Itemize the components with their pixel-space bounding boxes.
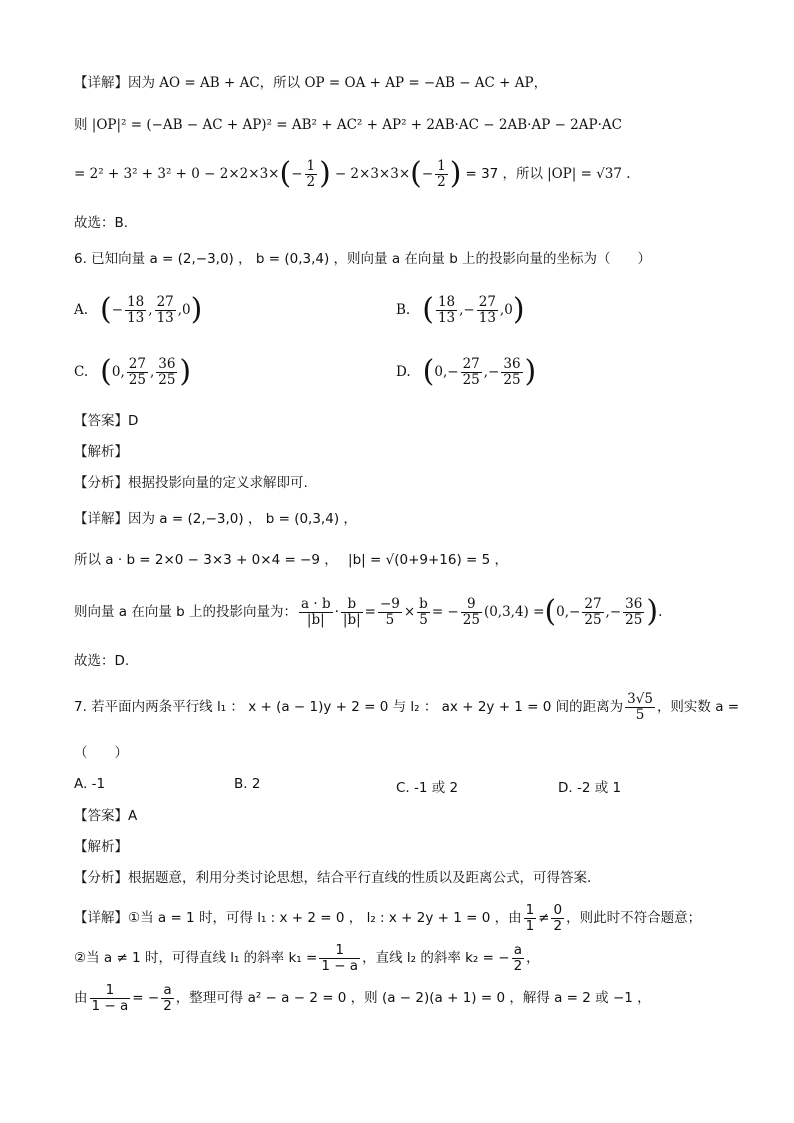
stem-text: ，则实数 a = (656, 699, 740, 715)
equation: = 37 ，所以 (465, 166, 544, 182)
denominator: 5 (419, 611, 428, 628)
text: 则 (74, 117, 88, 133)
paren-open: ( (279, 156, 292, 191)
detail-tag: 【详解】 (74, 910, 128, 926)
times: × (403, 604, 416, 620)
numerator: 18 (127, 293, 145, 310)
fraction (625, 692, 655, 723)
fraction (127, 357, 148, 388)
fraction (524, 903, 537, 934)
numerator: 27 (478, 293, 496, 310)
vector: (0,3,4) = (483, 604, 545, 620)
fraction (461, 357, 482, 388)
numerator: 27 (584, 595, 602, 612)
denominator: 1 (525, 917, 535, 934)
fraction (156, 357, 177, 388)
numerator: 9 (461, 597, 482, 613)
numerator: 0 (553, 901, 563, 918)
denominator: 5 (385, 611, 395, 628)
denominator: 13 (437, 309, 456, 326)
paren-close: ) (319, 156, 331, 191)
numerator: 1 (306, 157, 316, 174)
equation: = 2² + 3² + 3² + 0 − 2×2×3× (74, 166, 280, 182)
fraction (417, 597, 430, 628)
numerator: 36 (158, 355, 176, 372)
detail-text: |b| = √(0+9+16) = 5 ， (348, 552, 508, 568)
paren-close: ) (512, 292, 525, 327)
numerator: 36 (503, 355, 521, 372)
q6-detail-1 (74, 510, 357, 528)
paren-open: ( (422, 292, 434, 327)
q6-option-d: D. ( 0, − $\frac{27}{25}$ , − $\frac{36}{25}$ ) (396, 354, 537, 389)
paren-open: ( (100, 292, 112, 327)
q6-option-a: A. ( − $\frac{18}{13}$ , $\frac{27}{13}$ ,0 ) (74, 292, 203, 327)
option-label: A. (74, 302, 89, 318)
fraction (435, 159, 448, 190)
numerator: 27 (462, 355, 480, 372)
q7-case2-solve (74, 978, 651, 1018)
numerator: 27 (128, 355, 146, 372)
equals: = − (431, 604, 459, 620)
separator: ,− (605, 604, 622, 620)
numerator: −9 (379, 595, 400, 612)
paren-open: ( (410, 156, 422, 191)
dot: · (334, 604, 339, 620)
numerator: b (341, 597, 363, 613)
denominator: 13 (478, 309, 496, 326)
detail-text: ，直线 l₂ 的斜率 k₂ = − (362, 950, 510, 966)
detail-tag: 【详解】 (74, 511, 128, 527)
numerator: a · b (301, 595, 331, 612)
numerator: 1 (90, 983, 131, 999)
tail: ,0 (177, 302, 191, 318)
paren-close: ) (524, 354, 537, 389)
paren-open: ( (422, 354, 435, 389)
denominator: 2 (513, 957, 523, 974)
fraction (125, 295, 146, 326)
not-equal: ≠ (538, 910, 550, 926)
numerator: 3√5 (627, 690, 653, 707)
q6-option-b: B. ( $\frac{18}{13}$ , − $\frac{27}{13}$ ,0 ) (396, 292, 525, 327)
fraction (501, 357, 522, 388)
paren-open: ( (544, 594, 557, 629)
fraction (551, 903, 564, 934)
lead: 0, (111, 364, 125, 380)
sign: − (488, 364, 500, 380)
analysis-tag: 【分析】 (74, 870, 128, 886)
answer-value: A (128, 808, 138, 824)
q7-option-d: D. -2 或 1 (558, 780, 622, 796)
stem-text: 7. 若平面内两条平行线 l₁ ： x + (a − 1)y + 2 = 0 与 l₂ ： ax + 2y + 1 = 0 间的距离为 (74, 699, 624, 715)
q6-answer (74, 412, 138, 430)
numerator: a (161, 983, 174, 999)
denominator: 25 (128, 371, 146, 388)
q6-fenxi (74, 474, 308, 492)
q7-option-c: C. -1 或 2 (396, 780, 459, 796)
fraction (461, 597, 482, 628)
denominator: 1 − a (91, 997, 129, 1014)
equation: AO = AB + AC (159, 75, 260, 91)
fraction (299, 597, 333, 628)
paren-close: ) (646, 594, 659, 629)
equals: = (364, 604, 376, 620)
fraction (582, 597, 603, 628)
q7-fenxi (74, 869, 591, 887)
sign: − (463, 302, 475, 318)
sec5-detail-line3 (74, 156, 631, 192)
detail-text: ①当 a = 1 时，可得 l₁ : x + 2 = 0 ， l₂ : x + 2y + 1 = 0 ，由 (128, 910, 522, 926)
sec5-detail-line2 (74, 116, 622, 134)
q6-stem: 6. 已知向量 a = (2,−3,0) ， b = (0,3,4) ，则向量 a 在向量 b 上的投影向量的坐标为（ ） (74, 251, 652, 267)
denominator: 2 (306, 173, 316, 190)
q7-paren: （ ） (74, 745, 128, 761)
q7-case2 (74, 938, 540, 978)
tail: ,0 (499, 302, 513, 318)
q7-jiexi: 【解析】 (74, 839, 128, 855)
detail-text: 则向量 a 在向量 b 上的投影向量为： (74, 604, 298, 620)
denominator: 25 (584, 611, 602, 628)
denominator: 13 (156, 309, 174, 326)
analysis-tag: 【分析】 (74, 475, 128, 491)
fraction (341, 597, 363, 628)
denominator: 25 (462, 611, 480, 628)
lead: 0,− (556, 604, 581, 620)
numerator: b (419, 595, 428, 612)
paren-open: ( (100, 354, 112, 389)
sign: − (111, 302, 124, 318)
denominator: 1 − a (321, 957, 359, 974)
detail-text: ，整理可得 a² − a − 2 = 0 ，则 (a − 2)(a + 1) = 0 ，解得 a = 2 或 −1 ， (175, 990, 651, 1006)
fraction (378, 597, 402, 628)
fraction (319, 943, 360, 974)
q6-option-c: C. ( 0, $\frac{27}{25}$ , $\frac{36}{25}$ ) (74, 354, 192, 389)
fraction (477, 295, 498, 326)
answer-value: D (128, 413, 139, 429)
fraction (90, 983, 131, 1014)
equation: − 2×3×3× (334, 166, 411, 182)
option-label: D. (396, 364, 411, 380)
text: ，所以 (259, 75, 301, 91)
denominator: 25 (462, 371, 480, 388)
numerator: 1 (437, 157, 446, 174)
numerator: 1 (525, 901, 535, 918)
answer-tag: 【答案】 (74, 808, 128, 824)
analysis-text: 根据题意，利用分类讨论思想，结合平行直线的性质以及距离公式，可得答案. (128, 870, 592, 886)
denominator: 2 (437, 173, 446, 190)
q6-choice: 故选：D. (74, 653, 130, 669)
equation: |OP|² = (−AB − AC + AP)² = AB² + AC² + AP² + 2AB·AC − 2AB·AP − 2AP·AC (91, 117, 622, 133)
q7-case1 (74, 898, 701, 938)
numerator: 36 (625, 595, 643, 612)
period: . (658, 604, 663, 620)
detail-text: ，则此时不符合题意； (566, 910, 702, 926)
fraction (305, 159, 318, 190)
denominator: 25 (503, 371, 521, 388)
denominator: 2 (553, 917, 563, 934)
q7-option-b: B. 2 (234, 776, 261, 792)
q7-answer (74, 807, 137, 825)
fraction (512, 943, 525, 974)
fraction (623, 597, 644, 628)
equation: OP = OA + AP = −AB − AC + AP (304, 75, 534, 91)
fraction (436, 295, 457, 326)
sign: − (447, 364, 459, 380)
fraction (161, 983, 174, 1014)
detail-text: ， (526, 950, 540, 966)
sec5-detail-line1 (74, 74, 547, 92)
denominator: 25 (625, 611, 643, 628)
minus: − (421, 166, 434, 182)
numerator: a (512, 943, 525, 959)
q6-jiexi: 【解析】 (74, 444, 128, 460)
denominator: 25 (158, 371, 176, 388)
detail-text: 所以 a · b = 2×0 − 3×3 + 0×4 = −9 ， (74, 552, 338, 568)
text: ， (533, 75, 548, 91)
q6-detail-2 (74, 551, 508, 569)
denominator: 5 (635, 706, 645, 723)
q7-stem (74, 688, 739, 726)
option-label: B. (396, 302, 411, 318)
fraction (155, 295, 176, 326)
text: 因为 (128, 75, 155, 91)
detail-text: ②当 a ≠ 1 时，可得直线 l₁ 的斜率 k₁ = (74, 950, 318, 966)
denominator: 2 (163, 997, 172, 1014)
sec5-choice: 故选：B. (74, 215, 129, 231)
paren-close: ) (179, 354, 192, 389)
q6-detail-3 (74, 590, 662, 634)
paren-close: ) (449, 156, 462, 191)
analysis-text: 根据投影向量的定义求解即可. (128, 475, 308, 491)
lead: 0, (434, 364, 448, 380)
detail-text: 因为 a = (2,−3,0) ， b = (0,3,4) ， (128, 511, 357, 527)
answer-tag: 【答案】 (74, 413, 128, 429)
detail-text: 由 (74, 990, 88, 1006)
numerator: 27 (156, 293, 174, 310)
denominator: 13 (127, 309, 145, 326)
equation: |OP| = √37 . (547, 166, 631, 182)
equals: = − (132, 990, 160, 1006)
option-label: C. (74, 364, 89, 380)
detail-tag: 【详解】 (74, 75, 128, 91)
paren-close: ) (190, 292, 203, 327)
numerator: 1 (319, 943, 360, 959)
numerator: 18 (437, 293, 456, 310)
denominator: |b| (306, 611, 325, 628)
q7-option-a: A. -1 (74, 776, 106, 792)
denominator: |b| (342, 611, 361, 628)
minus: − (291, 166, 303, 182)
